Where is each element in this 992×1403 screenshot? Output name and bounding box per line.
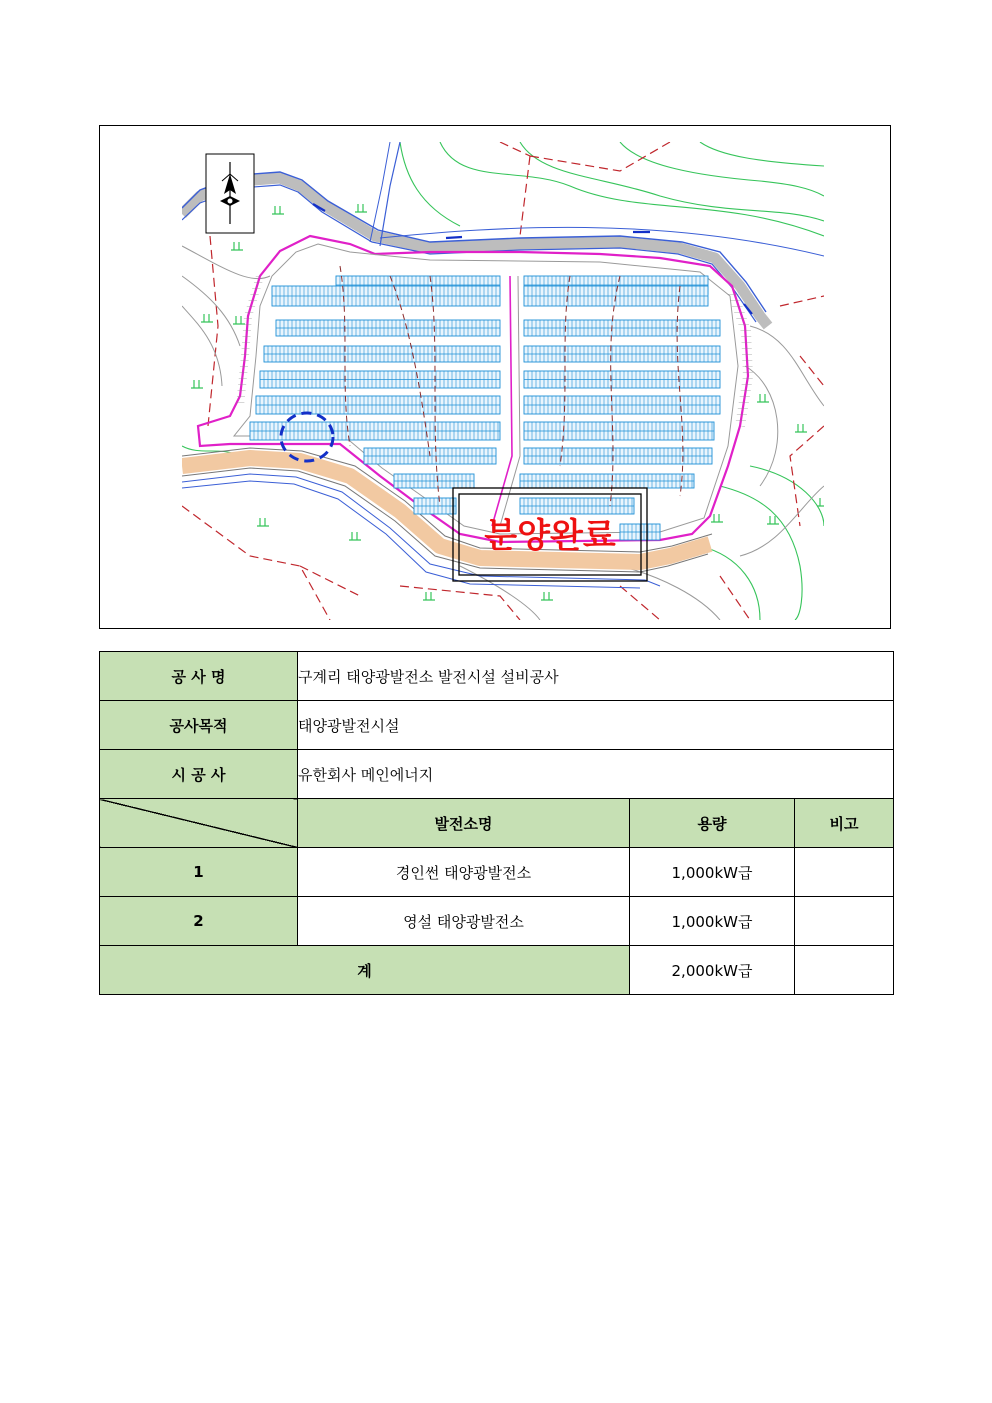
- plant-name: 영설 태양광발전소: [298, 897, 630, 946]
- capacity-header: 용량: [630, 799, 795, 848]
- project-name-label: 공 사 명: [100, 652, 298, 701]
- plants-header-row: [100, 799, 894, 848]
- plant-number: 2: [100, 897, 298, 946]
- project-purpose-value: 태양광발전시설: [298, 701, 894, 750]
- solar-panel-arrays: [250, 276, 720, 540]
- table-row: [100, 897, 894, 946]
- note-header: 비고: [795, 799, 894, 848]
- project-name-value: 구계리 태양광발전소 발전시설 설비공사: [298, 652, 894, 701]
- plant-capacity: 1,000kW급: [630, 897, 795, 946]
- project-info-table: [99, 651, 894, 995]
- plant-name: 경인썬 태양광발전소: [298, 848, 630, 897]
- table-row: [100, 848, 894, 897]
- total-note: [795, 946, 894, 995]
- stamp-text: 분양완료: [484, 516, 616, 556]
- total-label: 계: [100, 946, 630, 995]
- plant-note: [795, 848, 894, 897]
- project-purpose-label: 공사목적: [100, 701, 298, 750]
- site-plan-map: [99, 125, 891, 629]
- contractor-value: 유한회사 메인에너지: [298, 750, 894, 799]
- project-purpose-row: [100, 701, 894, 750]
- contractor-label: 시 공 사: [100, 750, 298, 799]
- plant-number: 1: [100, 848, 298, 897]
- total-row: [100, 946, 894, 995]
- plant-capacity: 1,000kW급: [630, 848, 795, 897]
- project-name-row: [100, 652, 894, 701]
- plant-name-header: 발전소명: [298, 799, 630, 848]
- contractor-row: [100, 750, 894, 799]
- site-plan-drawing: [100, 126, 890, 628]
- total-capacity: 2,000kW급: [630, 946, 795, 995]
- plant-note: [795, 897, 894, 946]
- north-arrow-icon: [206, 154, 254, 233]
- diagonal-corner-cell: [100, 799, 298, 848]
